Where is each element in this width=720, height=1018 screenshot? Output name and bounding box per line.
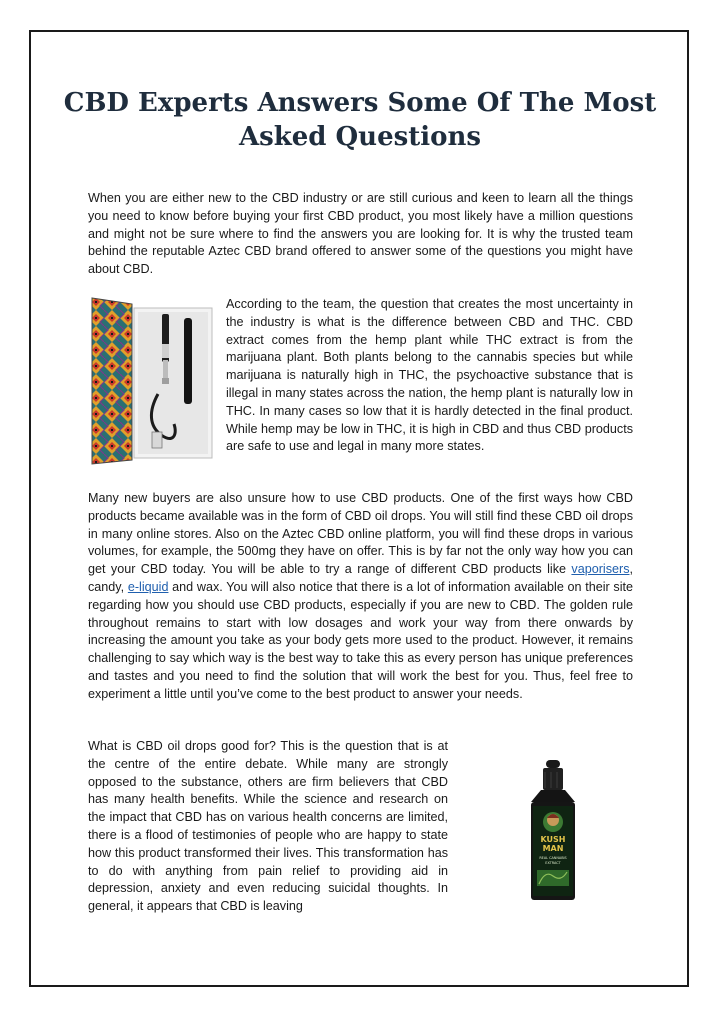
bottle-brand-line-2: MAN [542,844,564,853]
e-liquid-bottle-image [525,758,581,904]
bottle-sub-line-2: EXTRACT [545,861,561,865]
cbd-vs-thc-paragraph: According to the team, the question that creates the most uncertainty in the industry is what is the difference between CBD and THC. CBD extract comes from the hemp plant while THC extract is from the marijuana plant. Both plants belong to the cannabis species but while marijuana is naturally high in THC, the psychoactive substance that is illegal in many states across the nation, the hemp plant is naturally low in THC. In many cases so low that it is hardly detected in the final product. While hemp may be low in THC, it is high in CBD and thus CBD products are safe to use and legal in many more states. [226,297,633,454]
vaporisers-link[interactable]: vaporisers [571,562,630,577]
intro-paragraph: When you are either new to the CBD industry or are still curious and keen to learn all the things you need to know before buying your first CBD product, you most likely have a million questions and might not be sure where to find the answers you are looking for. It is why the trusted team behind the reputable Aztec CBD brand offered to answer some of the questions you might have about CBD. [88,191,633,277]
paragraph-text: Many new buyers are also unsure how to use CBD products. One of the first ways how CBD products became available was in the form of CBD oil drops. You will still find these CBD oil drops in many online stores. Also on the Aztec CBD online platform, you will find these drops in various volumes, for example, the 500mg they have on offer. This is by far not the only way how you can get your CBD today. You will be able to try a range of different CBD products like [88,491,633,577]
page-title: CBD Experts Answers Some Of The Most Asked Questions [63,88,657,152]
how-to-use-paragraph [88,490,633,704]
bottle-sub-line-1: REAL CANNABIS [539,856,567,860]
paragraph-text: , candy, [88,562,633,594]
vape-kit-image [88,294,216,466]
oil-drops-paragraph: What is CBD oil drops good for? This is the question that is at the centre of the entire debate. While many are strongly opposed to the substance, others are firm believers that CBD has many health benefits. While the science and research on the impact that CBD has on various health concerns are limited, there is a flood of testimonies of people who are happy to state how this product transformed their lives. This transformation has to do with anything from pain relief to providing aid in depression, anxiety and even reducing suicidal thoughts. In general, it appears that CBD is leaving [88,739,448,914]
paragraph-text: and wax. You will also notice that there is a lot of information available on their site regarding how you should use CBD products, especially if you are new to CBD. The golden rule throughout remains to start with low dosages and work your way from there onwards by increasing the amount you take as your body gets more used to the product. However, it remains challenging to say which way is the best way to take this as every person has unique preferences and tastes and you need to find the solution that will work the best for you. Thus, feel free to experiment a little until you’ve come to the best product to answer your needs. [88,579,633,701]
e-liquid-link[interactable]: e-liquid [127,579,169,594]
bottle-brand-line-1: KUSH [540,835,566,844]
